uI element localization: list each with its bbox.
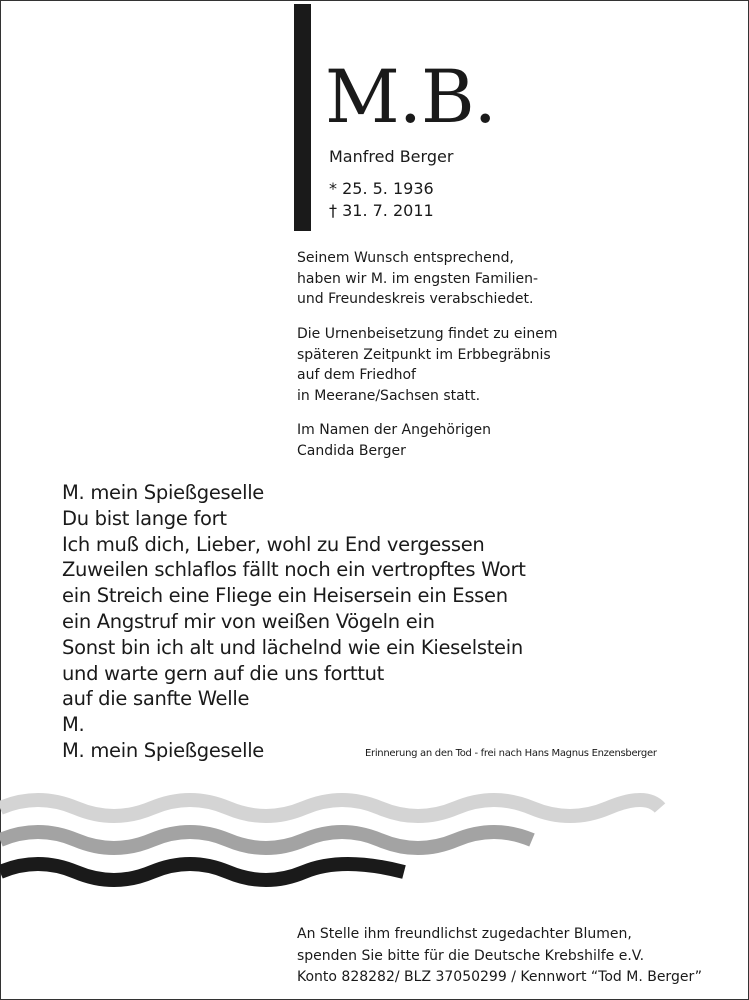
text-line: späteren Zeitpunkt im Erbbegräbnis — [297, 346, 551, 363]
text-line: in Meerane/Sachsen statt. — [297, 387, 481, 404]
poem-line: ein Streich eine Fliege ein Heisersein ein Essen — [62, 584, 508, 608]
poem — [62, 480, 526, 764]
signature-paragraph — [297, 420, 491, 461]
poem-line: und warte gern auf die uns forttut — [62, 661, 385, 685]
text-line: Im Namen der Angehörigen — [297, 422, 491, 438]
poem-line: Zuweilen schlaflos fällt noch ein vertropftes Wort — [62, 558, 526, 582]
wave-light — [0, 800, 660, 816]
poem-line: M. mein Spießgeselle — [62, 481, 265, 504]
poem-credit: Erinnerung an den Tod - frei nach Hans Magnus Enzensberger — [365, 748, 657, 759]
poem-line: auf die sanfte Welle — [62, 687, 250, 711]
text-line: An Stelle ihm freundlichst zugedachter Blumen, — [297, 926, 632, 942]
life-dates — [329, 178, 434, 222]
poem-line: Ich muß dich, Lieber, wohl zu End vergessen — [62, 532, 485, 556]
donation-notice — [297, 924, 702, 989]
vertical-black-bar — [294, 4, 311, 231]
wave-decoration — [0, 780, 749, 890]
poem-line: M. mein Spießgeselle — [62, 738, 265, 762]
birth-date: * 25. 5. 1936 — [329, 179, 434, 198]
text-line: spenden Sie bitte für die Deutsche Krebshilfe e.V. — [297, 947, 645, 964]
death-date: † 31. 7. 2011 — [329, 201, 434, 220]
text-line: und Freundeskreis verabschiedet. — [297, 291, 534, 307]
poem-line: ein Angstruf mir von weißen Vögeln ein — [62, 609, 435, 633]
text-line: haben wir M. im engsten Familien- — [297, 270, 539, 287]
initials-heading: M.B. — [325, 55, 496, 140]
poem-line: M. — [62, 713, 85, 737]
text-line: Die Urnenbeisetzung findet zu einem — [297, 326, 558, 342]
text-line: Seinem Wunsch entsprechend, — [297, 250, 514, 266]
poem-line: Du bist lange fort — [62, 506, 227, 530]
burial-paragraph — [297, 324, 558, 406]
bank-details: Konto 828282/ BLZ 37050299 / Kennwort “Tod M. Berger” — [297, 969, 703, 985]
full-name: Manfred Berger — [329, 147, 454, 166]
wave-dark — [0, 864, 404, 880]
text-line: auf dem Friedhof — [297, 367, 416, 383]
wave-medium — [0, 832, 532, 848]
poem-line: Sonst bin ich alt und lächelnd wie ein Kieselstein — [62, 635, 523, 659]
signer-name: Candida Berger — [297, 442, 406, 459]
farewell-paragraph — [297, 248, 538, 310]
